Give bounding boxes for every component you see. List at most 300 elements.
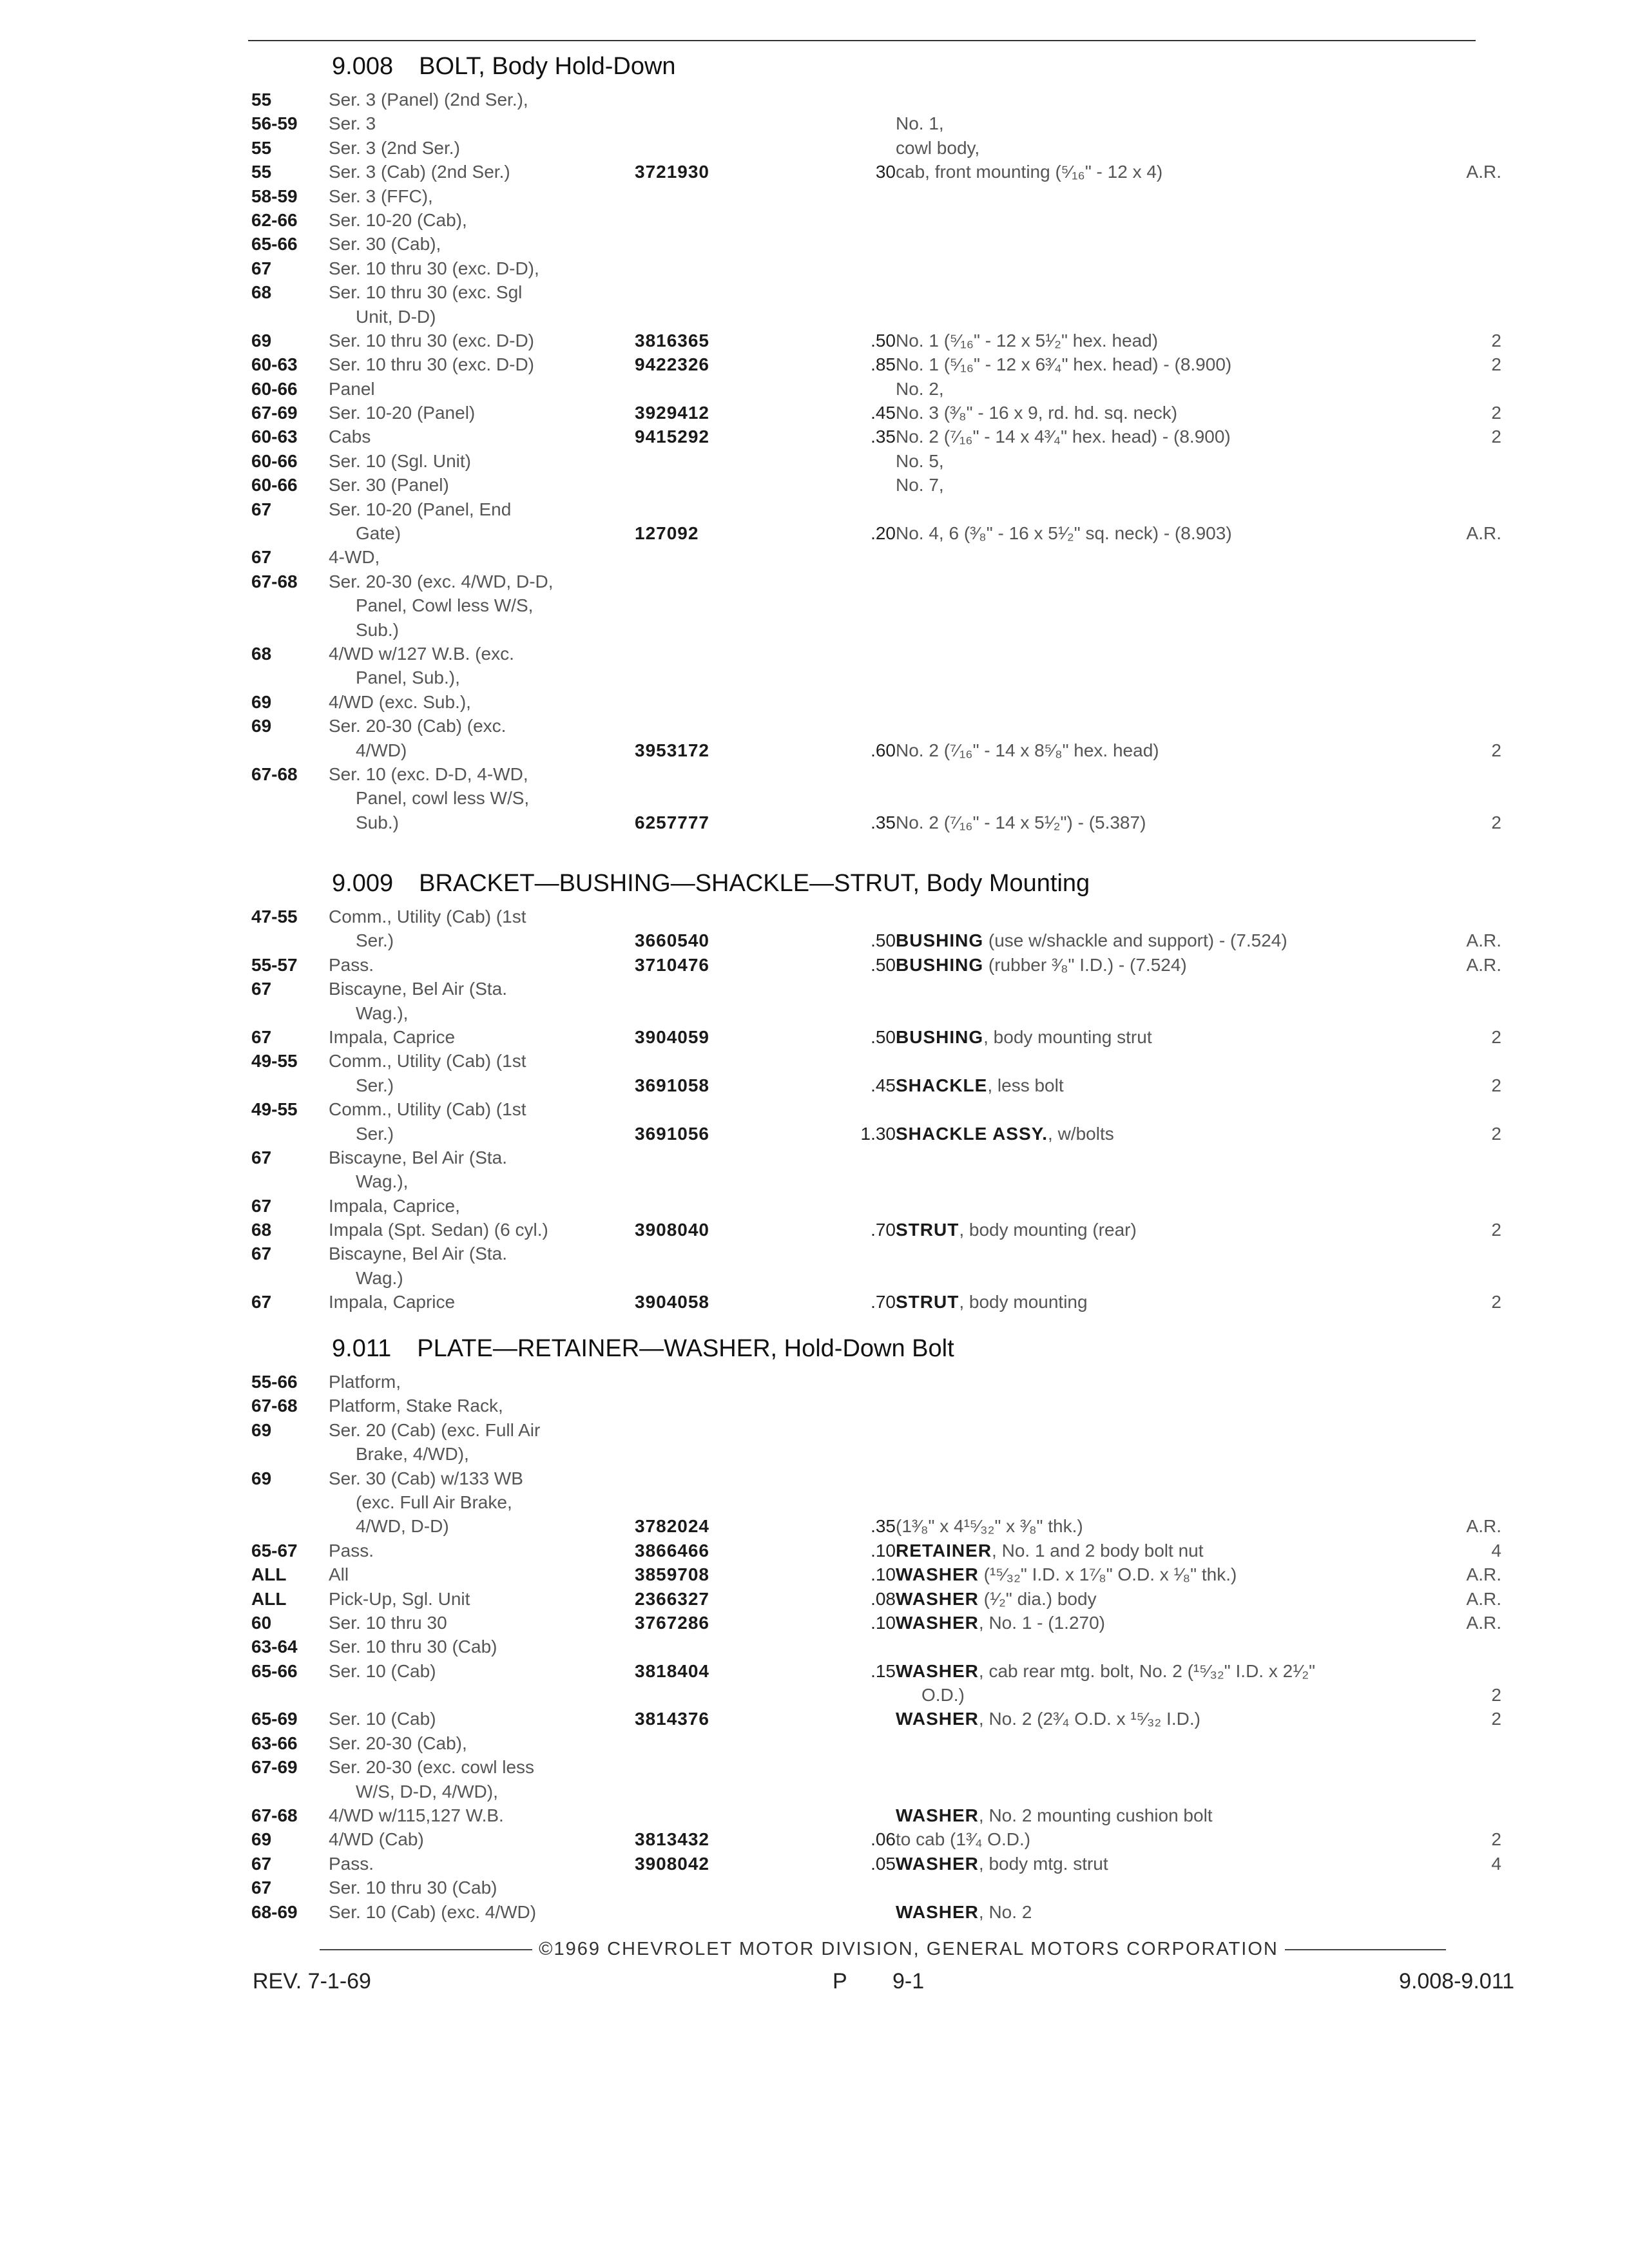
description: [896, 928, 1287, 952]
quantity: A.R.: [1466, 1516, 1501, 1537]
application: Biscayne, Bel Air (Sta.: [329, 1244, 508, 1264]
description-text: to cab (1³⁄₄ O.D.): [896, 1829, 1031, 1850]
description: [896, 1122, 1114, 1146]
part-number: 3816365: [635, 330, 710, 351]
application: Comm., Utility (Cab) (1st: [329, 1051, 526, 1072]
description-text: , No. 2 (2³⁄₄ O.D. x ¹⁵⁄₃₂ I.D.): [978, 1709, 1200, 1729]
table-row: [251, 1122, 1514, 1146]
application: Ser. 30 (Cab),: [329, 234, 441, 255]
application: Ser. 10-20 (Cab),: [329, 209, 467, 230]
quantity: 2: [1491, 740, 1501, 760]
table-row: [251, 1049, 1514, 1073]
application: Comm., Utility (Cab) (1st: [329, 907, 526, 927]
model-years: 49-55: [251, 1099, 298, 1120]
quantity: 2: [1491, 330, 1501, 351]
application: Pass.: [329, 1540, 374, 1561]
part-name: WASHER: [896, 1709, 979, 1729]
model-years: 60-63: [251, 427, 298, 447]
table-row: [251, 329, 1514, 352]
model-years: 67-68: [251, 764, 298, 784]
model-years: 47-55: [251, 907, 298, 927]
model-years: 67-68: [251, 571, 298, 591]
description: [896, 1827, 1030, 1851]
model-years: 58-59: [251, 186, 298, 206]
price: .15: [871, 1660, 896, 1681]
application: Ser. 10 (Sgl. Unit): [329, 450, 471, 471]
model-years: 67: [251, 1147, 272, 1168]
application: Ser. 10 (Cab): [329, 1660, 436, 1681]
section-range: 9.008-9.011: [1399, 1969, 1514, 1994]
table-row: [251, 208, 1514, 232]
table-row: [251, 786, 1514, 810]
part-number: 3908042: [635, 1853, 710, 1874]
model-years: 67: [251, 499, 272, 519]
quantity: A.R.: [1466, 1612, 1501, 1633]
price: 30: [875, 162, 896, 182]
part-name: WASHER: [896, 1612, 979, 1633]
description-text: , cab rear mtg. bolt, No. 2 (¹⁵⁄₃₂" I.D. x 2¹⁄₂": [978, 1660, 1316, 1681]
price: .45: [871, 1075, 896, 1095]
description: [896, 1707, 1200, 1731]
table-row: [251, 352, 1514, 376]
application: 4/WD (Cab): [329, 1829, 424, 1850]
description-text: O.D.): [921, 1685, 965, 1706]
table-row: [251, 1466, 1514, 1490]
part-number: 2366327: [635, 1588, 710, 1609]
application: Platform,: [329, 1372, 401, 1392]
application: (exc. Full Air Brake,: [356, 1492, 512, 1512]
quantity: A.R.: [1466, 523, 1501, 544]
table-row: [251, 738, 1514, 762]
model-years: 60-66: [251, 378, 298, 399]
page-letter: P: [833, 1969, 847, 1994]
application: Panel, cowl less W/S,: [356, 788, 530, 809]
description: [896, 352, 1231, 376]
model-years: 60-66: [251, 475, 298, 495]
table-row: [251, 690, 1514, 714]
copyright-line: [251, 1936, 1514, 1962]
section-heading: [251, 1327, 1514, 1370]
price: .50: [871, 930, 896, 951]
table-row: [251, 1394, 1514, 1418]
table-row: [251, 1611, 1514, 1635]
table-row: [251, 570, 1514, 593]
quantity: A.R.: [1466, 930, 1501, 951]
application: Unit, D-D): [356, 306, 436, 327]
part-number: 3818404: [635, 1660, 710, 1681]
section-heading: [251, 45, 1514, 88]
table-row: [251, 642, 1514, 666]
quantity: 2: [1491, 812, 1501, 832]
price: .50: [871, 330, 896, 351]
application: Ser. 10 thru 30 (exc. D-D): [329, 354, 535, 375]
part-number: 3691056: [635, 1123, 710, 1144]
application: Wag.),: [356, 1171, 409, 1192]
table-row: [251, 111, 1514, 135]
price: .08: [871, 1588, 896, 1609]
model-years: 67-69: [251, 403, 298, 423]
application: Sub.): [356, 812, 399, 832]
price: .06: [871, 1829, 896, 1850]
application: Panel, Cowl less W/S,: [356, 595, 534, 616]
table-row: [251, 1803, 1514, 1827]
part-name: WASHER: [896, 1588, 979, 1609]
description: [896, 1025, 1152, 1049]
section-title: BOLT, Body Hold-Down: [419, 53, 676, 80]
top-rule: [248, 40, 1476, 41]
model-years: 55: [251, 90, 272, 110]
application: Wag.),: [356, 1003, 409, 1023]
application: Cabs: [329, 427, 371, 447]
part-number: 3813432: [635, 1829, 710, 1850]
model-years: ALL: [251, 1564, 287, 1585]
application: Ser. 20-30 (Cab),: [329, 1733, 467, 1753]
quantity: 2: [1491, 1075, 1501, 1095]
model-years: 55: [251, 162, 272, 182]
part-name: RETAINER: [896, 1540, 992, 1561]
description: [896, 1803, 1213, 1827]
application: Ser. 30 (Panel): [329, 475, 449, 495]
application: Wag.): [356, 1267, 403, 1288]
description-text: No. 2 (⁷⁄₁₆" - 14 x 8⁵⁄₈" hex. head): [896, 740, 1159, 760]
description: [896, 953, 1187, 977]
description-text: No. 7,: [896, 475, 944, 495]
price: .70: [871, 1220, 896, 1240]
table-row: [251, 425, 1514, 448]
application: Impala, Caprice: [329, 1026, 456, 1047]
description-text: No. 2 (⁷⁄₁₆" - 14 x 4³⁄₄" hex. head) - (8.900): [896, 427, 1231, 447]
part-name: SHACKLE ASSY.: [896, 1123, 1048, 1144]
part-number: 3660540: [635, 930, 710, 951]
part-number: 3767286: [635, 1612, 710, 1633]
table-row: [251, 473, 1514, 497]
table-row: [251, 449, 1514, 473]
table-row: [251, 1146, 1514, 1169]
quantity: A.R.: [1466, 162, 1501, 182]
table-row: [251, 280, 1514, 304]
table-row: [251, 977, 1514, 1001]
model-years: 63-64: [251, 1637, 298, 1657]
part-number: 3782024: [635, 1516, 710, 1537]
model-years: 63-66: [251, 1733, 298, 1753]
quantity: A.R.: [1466, 1564, 1501, 1585]
model-years: 69: [251, 716, 272, 736]
model-years: 55-57: [251, 954, 298, 975]
description: [896, 1218, 1137, 1242]
table-row: [251, 1025, 1514, 1049]
model-years: 68-69: [251, 1901, 298, 1922]
part-number: 3814376: [635, 1709, 710, 1729]
application: Ser.): [356, 930, 394, 951]
table-row: [251, 1097, 1514, 1121]
table-row: [251, 1731, 1514, 1755]
description: [896, 738, 1159, 762]
table-row: [251, 401, 1514, 425]
application: Pick-Up, Sgl. Unit: [329, 1588, 470, 1609]
application: Impala, Caprice: [329, 1292, 456, 1312]
part-number: 3691058: [635, 1075, 710, 1095]
quantity: 2: [1491, 1123, 1501, 1144]
table-row: [251, 256, 1514, 280]
table-row: [251, 1073, 1514, 1097]
price: .35: [871, 1516, 896, 1537]
model-years: 67: [251, 1244, 272, 1264]
application: 4/WD w/127 W.B. (exc.: [329, 643, 514, 664]
copyright-text: ©1969 CHEVROLET MOTOR DIVISION, GENERAL MOTORS CORPORATION: [539, 1939, 1278, 1959]
application: Ser. 10 thru 30 (Cab): [329, 1878, 497, 1898]
description-text: No. 5,: [896, 450, 944, 471]
description-text: No. 1 (⁵⁄₁₆" - 12 x 5¹⁄₂" hex. head): [896, 330, 1159, 351]
description-text: , No. 2 mounting cushion bolt: [978, 1805, 1213, 1826]
table-row: [251, 232, 1514, 256]
table-row: [251, 1242, 1514, 1265]
application: Ser. 10 thru 30 (Cab): [329, 1637, 497, 1657]
model-years: 67: [251, 979, 272, 999]
model-years: 55-66: [251, 1372, 298, 1392]
quantity: 2: [1491, 354, 1501, 375]
application: Ser. 30 (Cab) w/133 WB: [329, 1468, 523, 1488]
section-title: BRACKET—BUSHING—SHACKLE—STRUT, Body Mounting: [419, 870, 1090, 897]
table-row: [251, 1755, 1514, 1779]
application: Ser. 3 (FFC),: [329, 186, 433, 206]
model-years: 65-66: [251, 1660, 298, 1681]
table-row: [251, 1266, 1514, 1290]
quantity: 2: [1491, 1685, 1501, 1706]
price: .70: [871, 1292, 896, 1312]
section-number: 9.008: [332, 53, 394, 80]
table-row: [251, 1780, 1514, 1803]
table-row: [251, 1659, 1514, 1683]
description-text: , w/bolts: [1048, 1123, 1114, 1144]
table-row: [251, 160, 1514, 184]
description-text: No. 2 (⁷⁄₁₆" - 14 x 5¹⁄₂") - (5.387): [896, 812, 1146, 832]
model-years: 69: [251, 691, 272, 712]
price: .10: [871, 1564, 896, 1585]
model-years: 67: [251, 547, 272, 568]
description: [896, 1587, 1097, 1611]
application: All: [329, 1564, 349, 1585]
quantity: 2: [1491, 1292, 1501, 1312]
model-years: 69: [251, 1419, 272, 1440]
model-years: 65-67: [251, 1540, 298, 1561]
description: [896, 1900, 1032, 1924]
price: .85: [871, 354, 896, 375]
description: [896, 811, 1146, 834]
application: Ser. 20-30 (exc. 4/WD, D-D,: [329, 571, 554, 591]
model-years: 60: [251, 1612, 272, 1633]
part-number: 3866466: [635, 1540, 710, 1561]
quantity: 4: [1491, 1540, 1501, 1561]
table-row: [251, 928, 1514, 952]
description: [921, 1683, 965, 1707]
table-row: [251, 905, 1514, 928]
model-years: 67-69: [251, 1757, 298, 1778]
table-row: [251, 305, 1514, 329]
application: Brake, 4/WD),: [356, 1444, 469, 1465]
part-name: BUSHING: [896, 930, 984, 951]
price: .60: [871, 740, 896, 760]
part-number: 3929412: [635, 403, 710, 423]
application: Ser. 10 thru 30: [329, 1612, 447, 1633]
description-text: cowl body,: [896, 137, 980, 158]
quantity: A.R.: [1466, 1588, 1501, 1609]
model-years: 67-68: [251, 1396, 298, 1416]
description-text: (¹⁵⁄₃₂" I.D. x 1⁷⁄₈" O.D. x ¹⁄₈" thk.): [978, 1564, 1237, 1585]
table-row: [251, 1562, 1514, 1586]
section-bolt-body-hold-down: [251, 45, 1514, 834]
section-number: 9.009: [332, 870, 394, 897]
description: [896, 401, 1177, 425]
quantity: 2: [1491, 1026, 1501, 1047]
table-row: [251, 136, 1514, 160]
model-years: 68: [251, 643, 272, 664]
quantity: 2: [1491, 1220, 1501, 1240]
model-years: 69: [251, 1468, 272, 1488]
application: Panel: [329, 378, 375, 399]
table-row: [251, 1707, 1514, 1731]
application: Biscayne, Bel Air (Sta.: [329, 979, 508, 999]
table-row: [251, 1218, 1514, 1242]
table-row: [251, 1290, 1514, 1314]
part-number: 3953172: [635, 740, 710, 760]
description-text: , body mounting strut: [983, 1026, 1152, 1047]
footer-rule-left: [320, 1949, 532, 1950]
application: 4/WD (exc. Sub.),: [329, 691, 471, 712]
application: Ser. 10 (Cab) (exc. 4/WD): [329, 1901, 537, 1922]
section-number: 9.011: [332, 1335, 392, 1362]
price: .10: [871, 1540, 896, 1561]
application: 4/WD): [356, 740, 407, 760]
model-years: 65-69: [251, 1709, 298, 1729]
description-text: No. 3 (³⁄₈" - 16 x 9, rd. hd. sq. neck): [896, 403, 1178, 423]
model-years: 67: [251, 1026, 272, 1047]
price: .45: [871, 403, 896, 423]
section-title: PLATE—RETAINER—WASHER, Hold-Down Bolt: [417, 1335, 954, 1362]
model-years: 68: [251, 1220, 272, 1240]
table-row: [251, 953, 1514, 977]
description: [896, 1539, 1204, 1562]
part-name: WASHER: [896, 1805, 979, 1826]
revision-date: REV. 7-1-69: [253, 1969, 371, 1994]
part-number: 9422326: [635, 354, 710, 375]
table-row: [251, 1876, 1514, 1899]
model-years: 55: [251, 137, 272, 158]
model-years: 69: [251, 330, 272, 351]
description-text: (1³⁄₈" x 4¹⁵⁄₃₂" x ³⁄₈" thk.): [896, 1516, 1083, 1537]
price: .35: [871, 812, 896, 832]
application: Ser. 20 (Cab) (exc. Full Air: [329, 1419, 541, 1440]
application: Platform, Stake Rack,: [329, 1396, 503, 1416]
part-number: 127092: [635, 523, 699, 544]
table-row: [251, 762, 1514, 786]
description-text: , body mtg. strut: [978, 1853, 1108, 1874]
part-number: 3904059: [635, 1026, 710, 1047]
description-text: , No. 1 - (1.270): [978, 1612, 1105, 1633]
part-number: 6257777: [635, 812, 710, 832]
description: [896, 136, 979, 160]
model-years: 67: [251, 1853, 272, 1874]
table-row: [251, 811, 1514, 834]
table-row: [251, 497, 1514, 521]
footer-rule-right: [1285, 1949, 1446, 1950]
part-name: STRUT: [896, 1220, 959, 1240]
model-years: 67: [251, 1292, 272, 1312]
table-row: [251, 1194, 1514, 1218]
application: Impala (Spt. Sedan) (6 cyl.): [329, 1220, 548, 1240]
model-years: 68: [251, 282, 272, 303]
table-row: [251, 666, 1514, 689]
application: 4-WD,: [329, 547, 380, 568]
description-text: (¹⁄₂" dia.) body: [978, 1588, 1097, 1609]
model-years: 67: [251, 1878, 272, 1898]
application: Ser. 10 (exc. D-D, 4-WD,: [329, 764, 528, 784]
application: Biscayne, Bel Air (Sta.: [329, 1147, 508, 1168]
table-row: [251, 1490, 1514, 1514]
part-name: BUSHING: [896, 954, 984, 975]
application: Pass.: [329, 1853, 374, 1874]
application: Ser. 20-30 (exc. cowl less: [329, 1757, 535, 1778]
part-name: WASHER: [896, 1660, 979, 1681]
section-plate-retainer-washer: [251, 1327, 1514, 1924]
table-row: [251, 88, 1514, 111]
table-row: [251, 1370, 1514, 1394]
model-years: 65-66: [251, 234, 298, 255]
description-text: , body mounting (rear): [959, 1220, 1137, 1240]
description: [896, 1659, 1315, 1683]
description: [896, 1073, 1064, 1097]
part-name: WASHER: [896, 1564, 979, 1585]
application: W/S, D-D, 4/WD),: [356, 1781, 498, 1802]
parts-list: [251, 905, 1514, 1314]
application: Ser. 20-30 (Cab) (exc.: [329, 716, 506, 736]
application: Ser.): [356, 1075, 394, 1095]
application: Ser. 3 (2nd Ser.): [329, 137, 460, 158]
table-row: [251, 1169, 1514, 1193]
model-years: 49-55: [251, 1051, 298, 1072]
description-text: , less bolt: [987, 1075, 1064, 1095]
part-name: BUSHING: [896, 1026, 984, 1047]
application: 4/WD, D-D): [356, 1516, 449, 1537]
description: [896, 1290, 1088, 1314]
part-number: 3908040: [635, 1220, 710, 1240]
application: Ser.): [356, 1123, 394, 1144]
description: [896, 1562, 1237, 1586]
table-row: [251, 593, 1514, 617]
part-number: 3710476: [635, 954, 710, 975]
description: [896, 449, 944, 473]
model-years: 60-63: [251, 354, 298, 375]
application: Panel, Sub.),: [356, 668, 460, 688]
part-name: SHACKLE: [896, 1075, 988, 1095]
description: [896, 1611, 1105, 1635]
quantity: 2: [1491, 427, 1501, 447]
part-number: 3904058: [635, 1292, 710, 1312]
description-text: (rubber ³⁄₈" I.D.) - (7.524): [983, 954, 1187, 975]
description: [896, 1852, 1108, 1876]
quantity: 2: [1491, 403, 1501, 423]
description-text: , body mounting: [959, 1292, 1088, 1312]
table-row: [251, 1827, 1514, 1851]
table-row: [251, 1587, 1514, 1611]
description: [896, 1514, 1083, 1538]
application: Ser. 10 thru 30 (exc. Sgl: [329, 282, 523, 303]
table-row: [251, 714, 1514, 738]
parts-list: [251, 88, 1514, 834]
application: Sub.): [356, 619, 399, 640]
table-row: [251, 184, 1514, 208]
application: 4/WD w/115,127 W.B.: [329, 1805, 504, 1826]
part-number: 3721930: [635, 162, 710, 182]
